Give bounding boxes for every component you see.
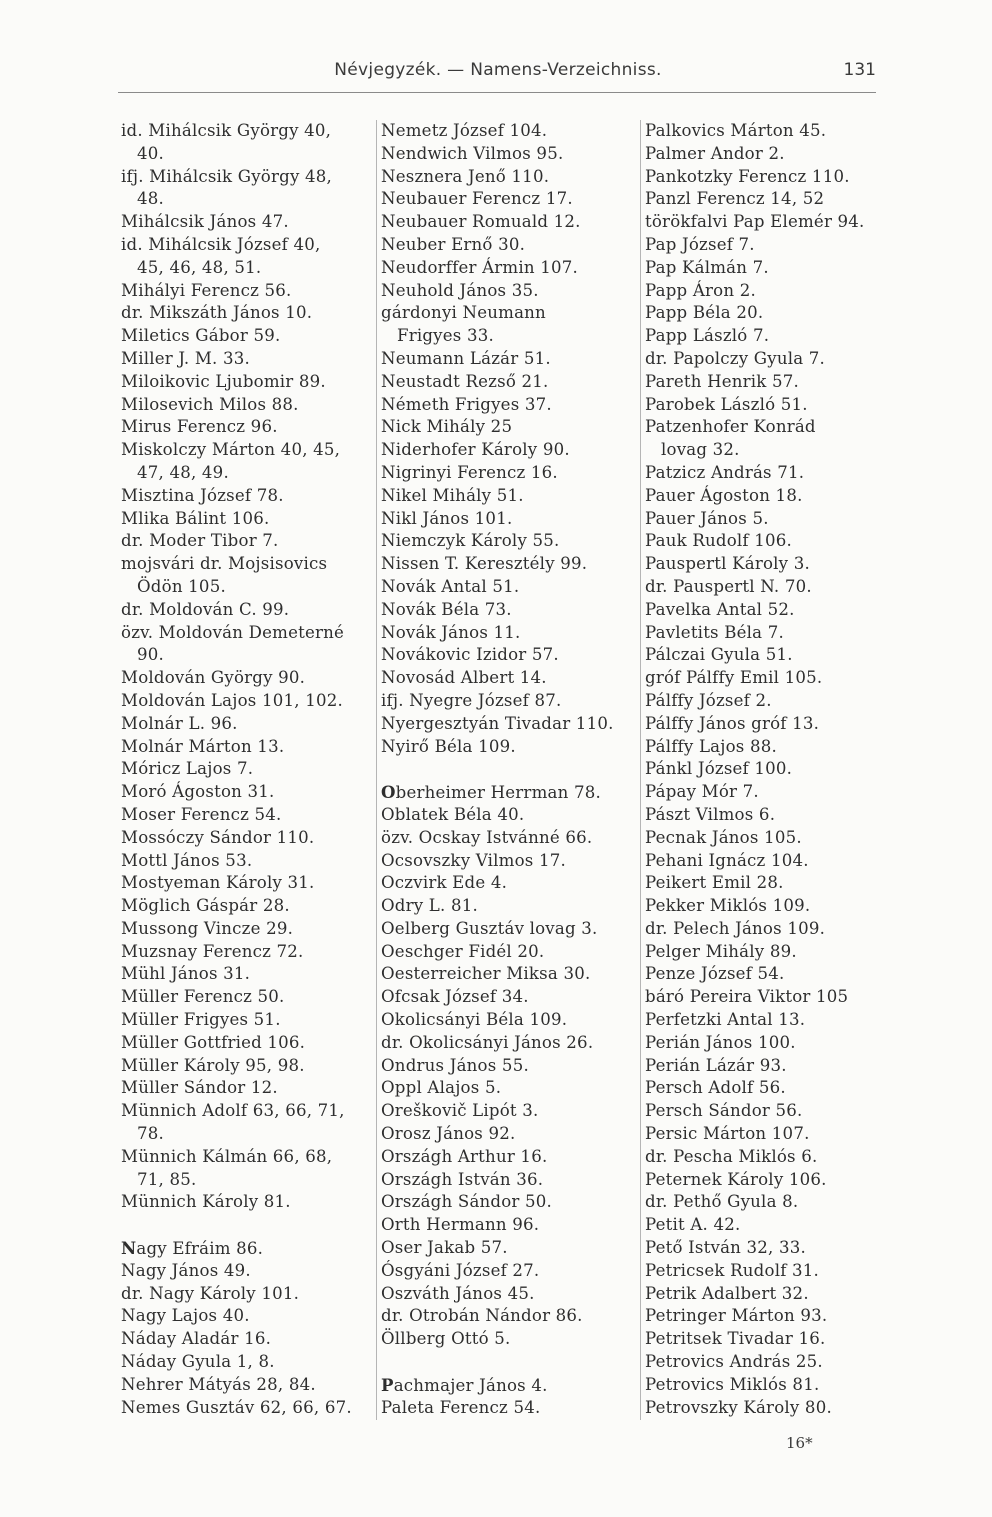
directory-entry: Perfetzki Antal 13. [645, 1010, 806, 1030]
directory-entry: Milosevich Milos 88. [121, 394, 299, 414]
directory-entry: ifj. Mihálcsik György 48, [121, 166, 332, 186]
directory-entry: Nemetz József 104. [381, 121, 548, 140]
page-header [118, 52, 878, 88]
directory-entry: Misztina József 78. [121, 485, 284, 505]
directory-entry: 71, 85. [137, 1169, 197, 1189]
directory-entry: Nemes Gusztáv 62, 66, 67. [121, 1397, 352, 1417]
directory-entry: Novák János 11. [381, 622, 521, 642]
directory-entry: 45, 46, 48, 51. [137, 257, 262, 277]
directory-entry: dr. Nagy Károly 101. [121, 1283, 300, 1303]
directory-entry: Petrovszky Károly 80. [645, 1397, 832, 1417]
directory-entry: Petrovics Miklós 81. [645, 1374, 820, 1394]
directory-entry: Niemczyk Károly 55. [381, 531, 560, 551]
directory-entry: Náday Aladár 16. [121, 1329, 272, 1349]
directory-entry: Palkovics Márton 45. [645, 121, 827, 140]
page-number: 131 [843, 60, 876, 80]
directory-entry: Novák Béla 73. [381, 599, 512, 619]
directory-entry: Pehani Ignácz 104. [645, 850, 809, 870]
directory-entry: Miller J. M. 33. [121, 348, 250, 368]
directory-entry: Münnich Kálmán 66, 68, [121, 1146, 333, 1166]
directory-entry: Petrovics András 25. [645, 1352, 823, 1372]
directory-entry: Nyergesztyán Tivadar 110. [381, 713, 614, 733]
directory-entry: dr. Moldován C. 99. [121, 599, 290, 619]
column-divider-2 [640, 120, 641, 1420]
directory-entry: Moser Ferencz 54. [121, 804, 282, 824]
directory-entry: Nesznera Jenő 110. [381, 166, 550, 186]
section-gap [121, 1214, 371, 1237]
directory-entry: Pankotzky Ferencz 110. [645, 166, 850, 186]
signature-mark: 16* [786, 1434, 813, 1452]
directory-entry: Oeschger Fidél 20. [381, 941, 545, 961]
directory-entry: mojsvári dr. Mojsisovics [121, 554, 328, 574]
directory-entry: Perián Lázár 93. [645, 1055, 787, 1075]
directory-entry: Moró Ágoston 31. [121, 782, 275, 802]
directory-entry: 40. [137, 143, 164, 163]
directory-entry: Orth Hermann 96. [381, 1215, 540, 1235]
directory-entry: Peikert Emil 28. [645, 873, 784, 893]
directory-entry: Nigrinyi Ferencz 16. [381, 462, 558, 482]
directory-entry: dr. Pethő Gyula 8. [645, 1192, 799, 1212]
directory-entry: Münnich Adolf 63, 66, 71, [121, 1101, 345, 1121]
directory-entry: 90. [137, 645, 164, 665]
directory-entry: 78. [137, 1124, 164, 1144]
directory-entry: Petrik Adalbert 32. [645, 1283, 809, 1303]
directory-entry: Neustadt Rezső 21. [381, 371, 549, 391]
directory-entry: Oszváth János 45. [381, 1283, 535, 1303]
directory-entry: Országh István 36. [381, 1169, 544, 1189]
directory-entry: Mirus Ferencz 96. [121, 417, 278, 437]
directory-entry: Neubauer Romuald 12. [381, 212, 581, 232]
section-gap [381, 758, 636, 781]
directory-entry: Országh Arthur 16. [381, 1146, 548, 1166]
directory-entry: Pelger Mihály 89. [645, 941, 797, 961]
directory-entry: Pálczai Gyula 51. [645, 645, 793, 665]
directory-entry: Oczvirk Ede 4. [381, 873, 508, 893]
directory-entry: Mlika Bálint 106. [121, 508, 270, 528]
directory-entry: Moldován Lajos 101, 102. [121, 690, 343, 710]
directory-entry: Petringer Márton 93. [645, 1306, 828, 1326]
directory-entry: Ofcsak József 34. [381, 987, 529, 1007]
directory-entry: ifj. Nyegre József 87. [381, 690, 562, 710]
directory-entry: Pető István 32, 33. [645, 1238, 806, 1258]
directory-entry: id. Mihálcsik József 40, [121, 234, 321, 254]
directory-entry: Pálffy Lajos 88. [645, 736, 777, 756]
directory-entry: Panzl Ferencz 14, 52 [645, 189, 825, 209]
directory-entry: Pauer János 5. [645, 508, 769, 528]
directory-entry: Müller Károly 95, 98. [121, 1055, 305, 1075]
directory-entry: dr. Otrobán Nándor 86. [381, 1306, 583, 1326]
directory-entry: Nagy Lajos 40. [121, 1306, 250, 1326]
directory-entry: Müller Ferencz 50. [121, 987, 285, 1007]
directory-entry: Pap Kálmán 7. [645, 257, 769, 277]
directory-entry: Perián János 100. [645, 1032, 796, 1052]
directory-entry: Müller Frigyes 51. [121, 1010, 281, 1030]
directory-entry: lovag 32. [661, 440, 740, 460]
directory-entry: Oppl Alajos 5. [381, 1078, 502, 1098]
directory-entry: Müller Gottfried 106. [121, 1032, 306, 1052]
directory-entry: Oblatek Béla 40. [381, 804, 525, 824]
directory-entry: Petritsek Tivadar 16. [645, 1329, 826, 1349]
directory-entry: Papp Áron 2. [645, 280, 756, 300]
directory-entry: Pachmajer János 4. [381, 1374, 548, 1395]
directory-entry: Ósgyáni József 27. [381, 1260, 540, 1280]
directory-entry: gróf Pálffy Emil 105. [645, 668, 823, 688]
directory-entry: Pálffy János gróf 13. [645, 713, 820, 733]
directory-entry: Paleta Ferencz 54. [381, 1397, 541, 1417]
directory-entry: Miskolczy Márton 40, 45, [121, 440, 341, 460]
directory-entry: Ondrus János 55. [381, 1055, 529, 1075]
directory-entry: Oreškovič Lipót 3. [381, 1101, 539, 1121]
directory-entry: Palmer Andor 2. [645, 143, 785, 163]
directory-entry: dr. Papolczy Gyula 7. [645, 348, 826, 368]
name-column-1 [121, 120, 371, 1419]
directory-entry: Patzicz András 71. [645, 462, 805, 482]
directory-entry: Nagy János 49. [121, 1260, 251, 1280]
directory-entry: Mussong Vincze 29. [121, 918, 294, 938]
directory-entry: Papp Béla 20. [645, 303, 764, 323]
name-column-3 [645, 120, 885, 1419]
directory-entry: Orosz János 92. [381, 1124, 516, 1144]
directory-entry: özv. Moldován Demeterné [121, 622, 345, 642]
directory-entry: Pap József 7. [645, 234, 755, 254]
directory-entry: Nendwich Vilmos 95. [381, 143, 564, 163]
name-column-2 [381, 120, 636, 1419]
header-rule [118, 92, 876, 93]
directory-entry: Odry L. 81. [381, 896, 478, 916]
directory-entry: dr. Pelech János 109. [645, 918, 826, 938]
directory-entry: Pápay Mór 7. [645, 782, 759, 802]
directory-entry: Ödön 105. [137, 576, 226, 596]
directory-entry: Oser Jakab 57. [381, 1238, 508, 1258]
directory-entry: Nick Mihály 25 [381, 417, 513, 437]
directory-entry: Mihálcsik János 47. [121, 212, 289, 232]
directory-entry: Pauk Rudolf 106. [645, 531, 792, 551]
directory-entry: Peternek Károly 106. [645, 1169, 827, 1189]
directory-entry: Pánkl József 100. [645, 759, 793, 779]
directory-entry: Oesterreicher Miksa 30. [381, 964, 591, 984]
directory-entry: báró Pereira Viktor 105 [645, 987, 849, 1007]
directory-entry: Pálffy József 2. [645, 690, 772, 710]
directory-entry: Pauspertl Károly 3. [645, 554, 810, 574]
directory-entry: Parobek László 51. [645, 394, 808, 414]
directory-entry: Miloikovic Ljubomir 89. [121, 371, 326, 391]
directory-entry: Papp László 7. [645, 326, 770, 346]
directory-entry: Neubauer Ferencz 17. [381, 189, 573, 209]
directory-entry: Penze József 54. [645, 964, 785, 984]
directory-entry: Nehrer Mátyás 28, 84. [121, 1374, 316, 1394]
directory-entry: Náday Gyula 1, 8. [121, 1352, 275, 1372]
directory-entry: özv. Ocskay Istvánné 66. [381, 827, 593, 847]
directory-entry: Pavletits Béla 7. [645, 622, 784, 642]
directory-entry: Novákovic Izidor 57. [381, 645, 559, 665]
directory-entry: Niderhofer Károly 90. [381, 440, 570, 460]
directory-entry: Moldován György 90. [121, 668, 306, 688]
directory-entry: Müller Sándor 12. [121, 1078, 278, 1098]
directory-entry: Münnich Károly 81. [121, 1192, 291, 1212]
directory-entry: Neudorffer Ármin 107. [381, 257, 578, 277]
directory-entry: Pareth Henrik 57. [645, 371, 800, 391]
directory-entry: 48. [137, 189, 164, 209]
directory-entry: Möglich Gáspár 28. [121, 896, 290, 916]
directory-entry: dr. Pauspertl N. 70. [645, 576, 812, 596]
directory-entry: Móricz Lajos 7. [121, 759, 254, 779]
section-gap [381, 1351, 636, 1374]
column-divider-1 [376, 120, 377, 1420]
directory-entry: dr. Moder Tibor 7. [121, 531, 279, 551]
directory-entry: Mossóczy Sándor 110. [121, 827, 315, 847]
directory-entry: Pekker Miklós 109. [645, 896, 811, 916]
directory-entry: dr. Okolicsányi János 26. [381, 1032, 594, 1052]
directory-entry: Oberheimer Herrman 78. [381, 782, 601, 803]
directory-entry: Petricsek Rudolf 31. [645, 1260, 820, 1280]
directory-entry: Frigyes 33. [397, 326, 494, 346]
running-title: Névjegyzék. — Namens-Verzeichniss. [334, 60, 662, 80]
directory-entry: Persch Adolf 56. [645, 1078, 786, 1098]
directory-entry: törökfalvi Pap Elemér 94. [645, 212, 865, 232]
directory-entry: Okolicsányi Béla 109. [381, 1010, 568, 1030]
directory-entry: Nyirő Béla 109. [381, 736, 516, 756]
directory-entry: Novosád Albert 14. [381, 668, 547, 688]
directory-entry: Németh Frigyes 37. [381, 394, 552, 414]
directory-entry: Nissen T. Keresztély 99. [381, 554, 588, 574]
directory-entry: Ocsovszky Vilmos 17. [381, 850, 566, 870]
directory-entry: Neuhold János 35. [381, 280, 539, 300]
directory-entry: Petit A. 42. [645, 1215, 741, 1235]
directory-entry: Mihályi Ferencz 56. [121, 280, 292, 300]
directory-entry: Molnár L. 96. [121, 713, 238, 733]
directory-entry: Persch Sándor 56. [645, 1101, 803, 1121]
directory-entry: Neuber Ernő 30. [381, 234, 526, 254]
directory-entry: gárdonyi Neumann [381, 303, 546, 323]
directory-entry: Muzsnay Ferencz 72. [121, 941, 304, 961]
directory-entry: dr. Pescha Miklós 6. [645, 1146, 818, 1166]
directory-entry: dr. Mikszáth János 10. [121, 303, 313, 323]
directory-entry: Persic Márton 107. [645, 1124, 810, 1144]
directory-entry: Mottl János 53. [121, 850, 253, 870]
directory-entry: Országh Sándor 50. [381, 1192, 553, 1212]
directory-entry: Nikel Mihály 51. [381, 485, 524, 505]
directory-entry: 47, 48, 49. [137, 462, 229, 482]
directory-entry: id. Mihálcsik György 40, [121, 121, 332, 140]
directory-entry: Mühl János 31. [121, 964, 251, 984]
directory-entry: Mostyeman Károly 31. [121, 873, 315, 893]
directory-entry: Patzenhofer Konrád [645, 417, 816, 437]
directory-entry: Öllberg Ottó 5. [381, 1329, 511, 1349]
directory-entry: Novák Antal 51. [381, 576, 520, 596]
directory-entry: Nikl János 101. [381, 508, 513, 528]
directory-entry: Pauer Ágoston 18. [645, 485, 803, 505]
directory-entry: Neumann Lázár 51. [381, 348, 551, 368]
directory-entry: Pavelka Antal 52. [645, 599, 795, 619]
directory-entry: Nagy Efráim 86. [121, 1238, 264, 1259]
directory-entry: Molnár Márton 13. [121, 736, 285, 756]
directory-entry: Pecnak János 105. [645, 827, 802, 847]
directory-entry: Pászt Vilmos 6. [645, 804, 776, 824]
directory-entry: Oelberg Gusztáv lovag 3. [381, 918, 598, 938]
directory-entry: Miletics Gábor 59. [121, 326, 281, 346]
